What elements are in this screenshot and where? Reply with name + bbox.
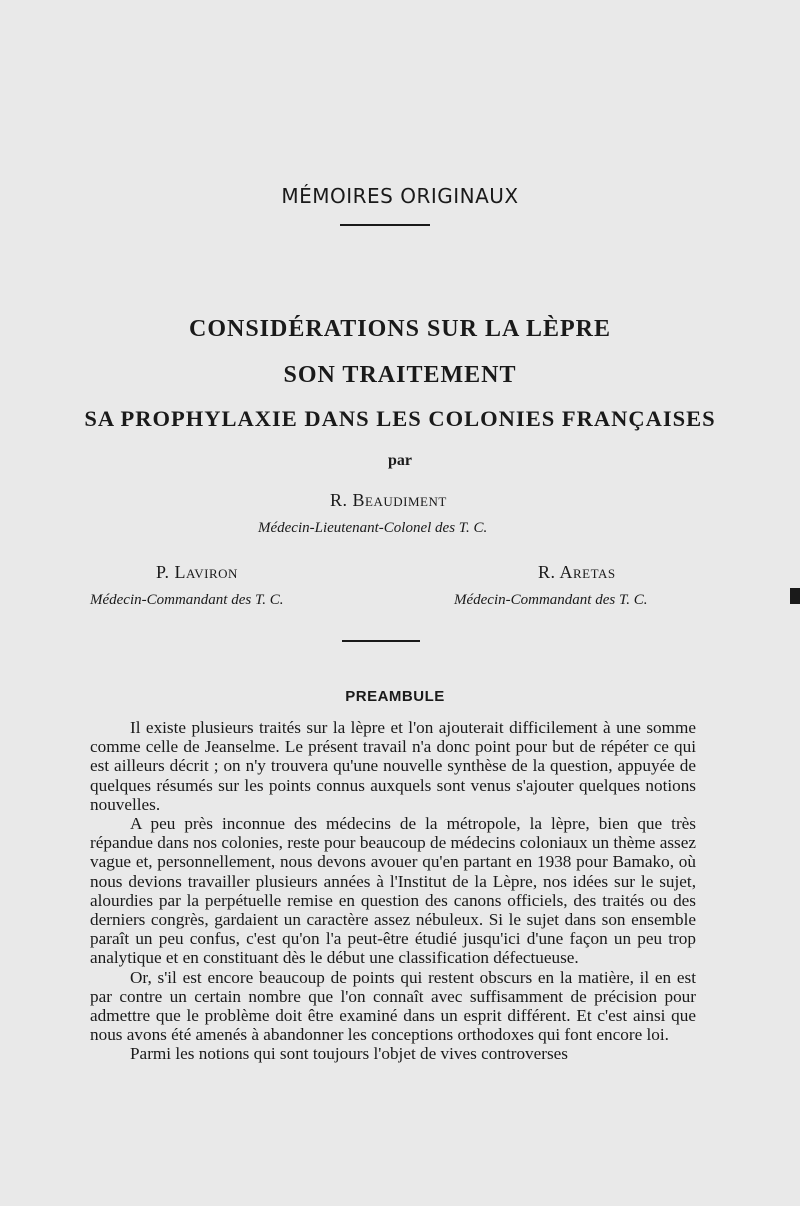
author-main-name (330, 490, 447, 511)
title-line-1: CONSIDÉRATIONS SUR LA LÈPRE (189, 316, 611, 342)
paragraph: A peu près inconnue des médecins de la métropole, la lèpre, bien que très répandue dans nos colonies, reste pour beaucoup de médecins coloniaux un thème assez vague et, personnellement, nous devons avouer qu'en partant en 1938 pour Bamako, où nous devions travailler plusieurs années à l'Institut de la Lèpre, nos idées sur le sujet, alourdies par la perpétuelle remise en question des canons officiels, des traités ou des derniers congrès, gardaient un caractère assez nébuleux. Si le sujet dans son ensemble paraît un peu confus, c'est qu'on l'a peut-être étudié jusqu'ici d'une façon un peu trop analytique et en constituant dès le début une classification défectueuse. (90, 814, 696, 968)
paragraph: Il existe plusieurs traités sur la lèpre et l'on ajouterait difficilement à une somme comme celle de Jeanselme. Le présent travail n'a donc point pour but de répéter ce qui est ailleurs décrit ; on n'y trouvera qu'une nouvelle synthèse de la question, appuyée de quelques résumés sur les points connus auxquels sont venus s'ajouter quelques notions nouvelles. (90, 718, 696, 814)
author-right-name-text: R. Aretas (538, 562, 616, 582)
author-left-role: Médecin-Commandant des T. C. (90, 592, 284, 608)
author-main-name-text: R. Beaudiment (330, 490, 447, 510)
section-heading: MÉMOIRES ORIGINAUX (281, 184, 519, 208)
margin-mark (790, 588, 800, 604)
title-line-3: SA PROPHYLAXIE DANS LES COLONIES FRANÇAISES (84, 406, 716, 431)
preambule-heading: PREAMBULE (345, 688, 445, 705)
title-line-2: SON TRAITEMENT (283, 362, 517, 388)
author-right-name (538, 562, 616, 583)
authors-rule (342, 640, 420, 642)
author-left-name-text: P. Laviron (156, 562, 238, 582)
author-right-role: Médecin-Commandant des T. C. (454, 592, 648, 608)
paragraph: Or, s'il est encore beaucoup de points qui restent obscurs en la matière, il en est par contre un certain nombre que l'on connaît avec suffisamment de précision pour admettre que le problème doit être examiné dans un esprit différent. Et c'est ainsi que nous avons été amenés à abandonner les conceptions orthodoxes qui font encore loi. (90, 967, 696, 1045)
section-rule (340, 224, 430, 226)
author-main-role: Médecin-Lieutenant-Colonel des T. C. (258, 520, 488, 536)
paragraph: Parmi les notions qui sont toujours l'objet de vives controverses (130, 1044, 568, 1064)
byline-par: par (388, 452, 412, 469)
preambule-body (90, 718, 696, 1064)
author-left-name (156, 562, 238, 583)
